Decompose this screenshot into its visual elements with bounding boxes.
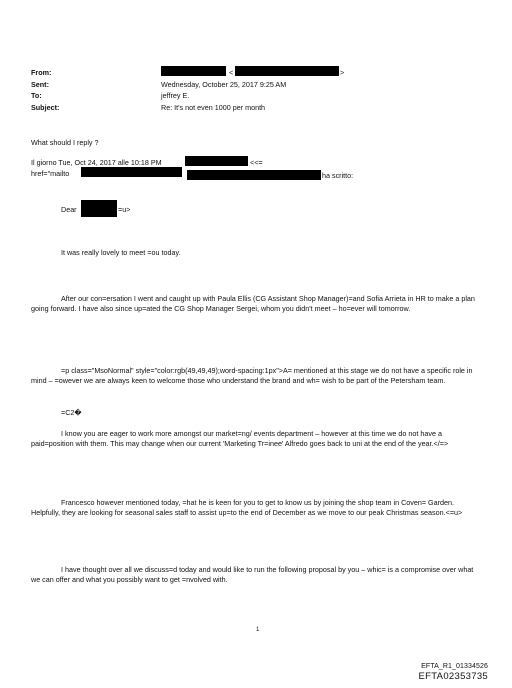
from-bracket-open: < [229, 68, 234, 77]
from-bracket-close: > [340, 68, 345, 77]
sent-value: Wednesday, October 25, 2017 9:25 AM [161, 80, 287, 89]
subject-label: Subject: [31, 103, 60, 112]
doc-id-2: EFTA02353735 [418, 671, 488, 682]
doc-id-1: EFTA_R1_01334526 [421, 663, 488, 670]
to-value: jeffrey E. [161, 91, 190, 100]
quote-arrow: <<= [250, 158, 263, 167]
dear-prefix: Dear [61, 205, 77, 214]
quote-intro: Il giorno Tue, Oct 24, 2017 alle 10:18 PM [31, 158, 162, 167]
paragraph-5: I know you are eager to work more amongst our market=ng/ events department – however at this time we do not have a paid=position with them. This may change when our current 'Marketing Tr=inee' Alfredo goes back to uni at the end of the year.</=> [31, 429, 449, 449]
redaction-mailto [81, 167, 182, 177]
paragraph-6: Francesco however mentioned today, =hat he is keen for you to get to know us by joining the shop team in Coven= Garden. Helpfully, they are looking for seasonal sales staff to assist up=to the end of December as we move to our peak Christmas season.<=u> [31, 498, 463, 518]
href-text: href="mailto [31, 169, 70, 178]
to-label: To: [31, 91, 42, 100]
redaction-mailto-2 [187, 170, 321, 180]
redaction-from-email [235, 66, 339, 76]
sent-label: Sent: [31, 80, 49, 89]
ha-scritto: ha scritto: [322, 171, 354, 180]
subject-value: Re: It's not even 1000 per month [161, 103, 266, 112]
paragraph-1: It was really lovely to meet =ou today. [61, 248, 181, 257]
from-label: From: [31, 68, 52, 77]
paragraph-7: I have thought over all we discuss=d today and would like to run the following proposal by you – whic= is a compromise over what we can offer and what you possibly want to get =nvolved with. [31, 565, 474, 585]
paragraph-2: After our con=ersation I went and caught up with Paula Ellis (CG Assistant Shop Manager)=and Sofia Arrieta in HR to make a plan going forward. I have also since up=ated the CG Shop Manager Sergei, whom you didn't meet – ho=ever will tomorrow. [31, 294, 475, 314]
redaction-quote-sender [185, 156, 248, 166]
redaction-dear-name [81, 200, 117, 217]
dear-suffix: =u> [118, 205, 131, 214]
paragraph-4: =C2� [61, 408, 82, 417]
redaction-from-name [161, 66, 226, 76]
paragraph-3: =p class="MsoNormal" style="color:rgb(49,49,49);word-spacing:1px">A= mentioned at this stage we do not have a specific role in mind – =owever we are always keen to welcome those who understand the brand and wh= wish to be part of the Petersham team. [31, 366, 473, 386]
page-number: 1 [256, 627, 260, 633]
question-text: What should I reply ? [31, 138, 99, 147]
